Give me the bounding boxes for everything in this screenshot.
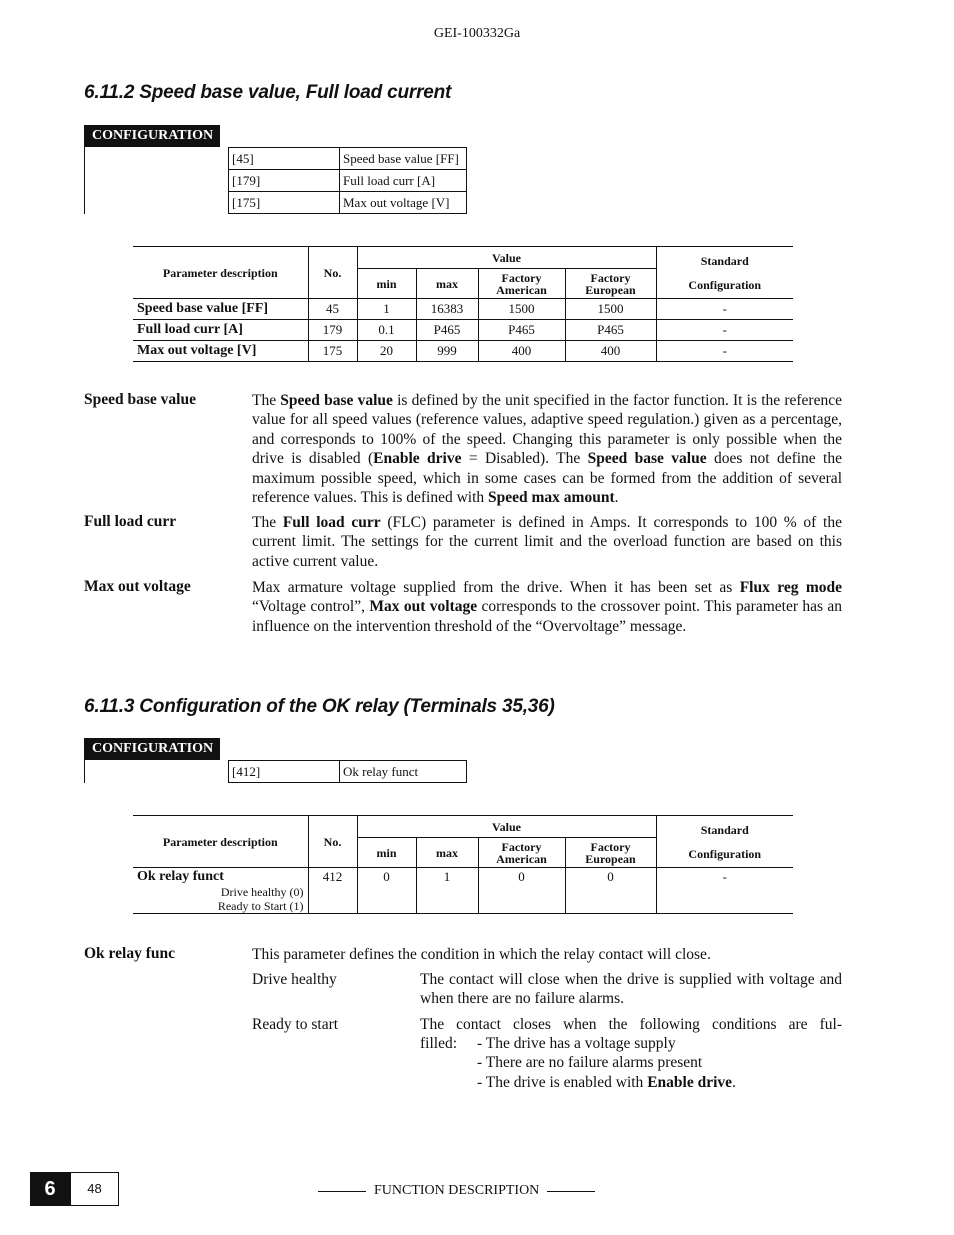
desc-speed-base-value: The Speed base value is defined by the unit specified in the factor function. It is the reference value for all speed values (reference values, adaptive speed regulation.) given as a percentage, and corresponds to 100% of the speed. Changing this parameter is only possible when the drive is disabled (Enable drive = Disabled). The Speed base value does not define the maximum possible speed, which in some cases can be formed from the addition of several reference values. This is defined with Speed max amount. — [252, 392, 842, 507]
header-factory-american — [478, 269, 565, 299]
configuration-bracket — [84, 125, 85, 214]
row-name: Speed base value [FF] — [133, 299, 308, 320]
menu-row — [229, 170, 467, 192]
parameter-table — [133, 246, 793, 362]
menu-code: [45] — [229, 148, 340, 170]
row-max: 16383 — [416, 299, 478, 320]
footer-rule-left — [318, 1191, 366, 1192]
menu-name: Ok relay funct — [340, 761, 467, 783]
label-ok-relay-func: Ok relay func — [84, 945, 175, 962]
table-row — [133, 868, 793, 914]
list-item: - The drive has a voltage supply — [477, 1034, 736, 1053]
menu-name: Speed base value [FF] — [340, 148, 467, 170]
row-option-drive-healthy: Drive healthy (0) — [220, 885, 304, 899]
row-max: P465 — [416, 320, 478, 341]
header-parameter-description: Parameter description — [133, 816, 308, 868]
header-fe-line1: Factory — [590, 839, 631, 854]
header-value: Value — [357, 247, 656, 269]
table-row — [133, 299, 793, 320]
header-fe-line2: European — [585, 851, 636, 866]
header-fa-line2: American — [496, 851, 547, 866]
row-factory-european: 400 — [565, 341, 656, 362]
footer-text: FUNCTION DESCRIPTION — [374, 1183, 540, 1198]
document-id: GEI-100332Ga — [433, 26, 521, 41]
menu-code: [412] — [229, 761, 340, 783]
footer-rule-right — [547, 1191, 595, 1192]
header-fe-line1: Factory — [590, 270, 631, 285]
ready-to-start-conditions — [477, 1034, 736, 1092]
configuration-label: CONFIGURATION — [85, 738, 220, 760]
header-factory-european — [565, 838, 656, 868]
menu-code: [175] — [229, 192, 340, 214]
configuration-bracket — [84, 738, 85, 783]
label-drive-healthy: Drive healthy — [252, 971, 337, 988]
chapter-number: 6 — [30, 1172, 70, 1206]
label-full-load-curr: Full load curr — [84, 513, 177, 530]
header-factory-american — [478, 838, 565, 868]
header-std-line2: Configuration — [688, 277, 762, 292]
section-title-ok-relay: 6.11.3 Configuration of the OK relay (Terminals 35,36) — [84, 696, 555, 717]
row-number: 179 — [308, 320, 357, 341]
row-min: 0.1 — [357, 320, 416, 341]
row-name-cell — [133, 868, 308, 914]
header-fa-line2: American — [496, 282, 547, 297]
row-name: Full load curr [A] — [133, 320, 308, 341]
table-header-row — [133, 816, 793, 838]
header-std-line1: Standard — [700, 822, 749, 837]
label-speed-base-value: Speed base value — [84, 391, 196, 408]
row-max: 999 — [416, 341, 478, 362]
desc-full-load-curr: The Full load curr (FLC) parameter is defined in Amps. It corresponds to 100 % of the current limit. The settings for the current limit and the overload function are based on this active current value. — [252, 514, 842, 570]
row-standard: - — [656, 299, 793, 320]
header-fa-line1: Factory — [501, 270, 542, 285]
section-title-speed-base: 6.11.2 Speed base value, Full load current — [84, 82, 452, 103]
row-max: 1 — [416, 868, 478, 914]
row-option-ready-to-start: Ready to Start (1) — [217, 899, 304, 913]
row-factory-american: 0 — [478, 868, 565, 914]
row-factory-american: P465 — [478, 320, 565, 341]
desc-ready-to-start-line1: The contact closes when the following conditions are ful- — [420, 1016, 842, 1033]
list-item: - There are no failure alarms present — [477, 1053, 736, 1072]
menu-path-table — [228, 760, 467, 783]
row-number: 175 — [308, 341, 357, 362]
header-number: No. — [308, 816, 357, 868]
header-factory-european — [565, 269, 656, 299]
header-fa-line1: Factory — [501, 839, 542, 854]
menu-name: Full load curr [A] — [340, 170, 467, 192]
header-std-line1: Standard — [700, 253, 749, 268]
menu-row — [229, 148, 467, 170]
label-ready-to-start: Ready to start — [252, 1016, 339, 1033]
header-min: min — [357, 838, 416, 868]
header-max: max — [416, 838, 478, 868]
row-factory-european: 1500 — [565, 299, 656, 320]
menu-row — [229, 761, 467, 783]
row-number: 412 — [308, 868, 357, 914]
row-factory-european: P465 — [565, 320, 656, 341]
list-item: - The drive is enabled with Enable drive. — [477, 1073, 736, 1092]
menu-code: [179] — [229, 170, 340, 192]
header-number: No. — [308, 247, 357, 299]
desc-ok-relay-intro: This parameter defines the condition in which the relay contact will close. — [252, 946, 711, 963]
desc-drive-healthy: The contact will close when the drive is supplied with voltage and when there are no failure alarms. — [420, 971, 842, 1008]
parameter-table — [133, 815, 793, 914]
label-max-out-voltage: Max out voltage — [84, 578, 191, 595]
table-header-row — [133, 247, 793, 269]
header-standard-configuration — [656, 247, 793, 299]
desc-ready-to-start-line2: filled: — [420, 1035, 458, 1052]
row-name: Max out voltage [V] — [133, 341, 308, 362]
menu-name: Max out voltage [V] — [340, 192, 467, 214]
menu-row — [229, 192, 467, 214]
header-max: max — [416, 269, 478, 299]
row-factory-american: 1500 — [478, 299, 565, 320]
row-factory-american: 400 — [478, 341, 565, 362]
row-min: 0 — [357, 868, 416, 914]
row-min: 20 — [357, 341, 416, 362]
row-number: 45 — [308, 299, 357, 320]
footer-title — [318, 1183, 595, 1199]
menu-path-table — [228, 147, 467, 214]
desc-max-out-voltage: Max armature voltage supplied from the drive. When it has been set as Flux reg mode “Voltage control”, Max out voltage corresponds to the crossover point. This parameter has an influence on the intervention threshold of the “Overvoltage” message. — [252, 579, 843, 635]
row-standard: - — [656, 320, 793, 341]
row-standard: - — [656, 341, 793, 362]
header-min: min — [357, 269, 416, 299]
header-value: Value — [357, 816, 656, 838]
row-standard: - — [656, 868, 793, 914]
table-row — [133, 341, 793, 362]
row-factory-european: 0 — [565, 868, 656, 914]
page-number: 48 — [70, 1172, 119, 1206]
table-row — [133, 320, 793, 341]
configuration-label: CONFIGURATION — [85, 125, 220, 147]
header-fe-line2: European — [585, 282, 636, 297]
header-standard-configuration — [656, 816, 793, 868]
row-min: 1 — [357, 299, 416, 320]
header-parameter-description: Parameter description — [133, 247, 308, 299]
header-std-line2: Configuration — [688, 846, 762, 861]
row-name: Ok relay funct — [137, 869, 224, 884]
